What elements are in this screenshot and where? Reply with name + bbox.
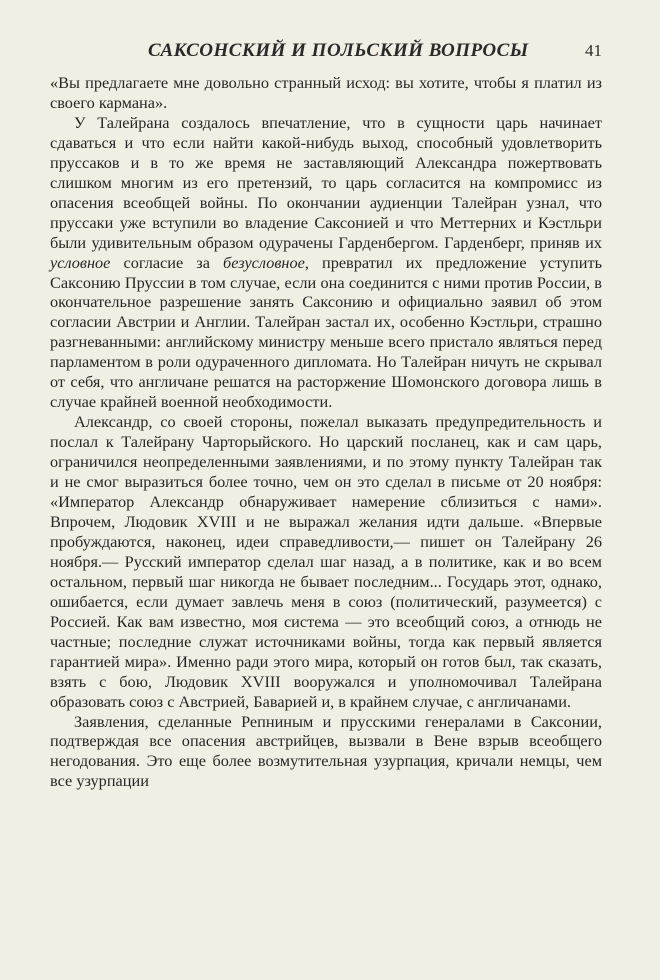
page-number: 41 [585, 41, 602, 60]
text-run: У Талейрана создалось впечатление, что в сущности царь начинает сдаваться и что если найти какой-нибудь выход, способный удовлетворить пруссаков и в то же время не заставляющий Александра пожертвовать слишком многим из его претензий, то царь согласится на компромисс из опасения всеобщей войны. По окончании аудиенции Талейран узнал, что пруссаки уже вступили во владение Саксонией и что Меттерних и Кэстльри были удивительным образом одурачены Гарденбергом. Гарденберг, приняв их [50, 112, 602, 252]
paragraph [50, 113, 602, 412]
paragraph [50, 73, 602, 113]
text-run: Заявления, сделанные Репниным и прусскими генералами в Саксонии, подтверждая все опасения австрийцев, вызвали в Вене взрыв всеобщего негодования. Это еще более возмутительная узурпация, кричали немцы, чем все узурпации [50, 711, 602, 791]
paragraph [50, 412, 602, 711]
paragraph [50, 712, 602, 792]
text-run: согласие за [110, 252, 223, 272]
text-run: , превратил их предложение уступить Саксонию Пруссии в том случае, если она соединится с ними против России, в окончательное разрешение занять Саксонию и официально заявил об этом согласии Австрии и Англии. Талейран застал их, особенно Кэстльри, страшно разгневанными: английскому министру меньше всего пристало являться перед парламентом в роли одураченного дипломата. Но Талейран ничуть не скрывал от себя, что англичане решатся на расторжение Шомонского договора лишь в случае крайней военной необходимости. [50, 252, 602, 412]
running-title: САКСОНСКИЙ И ПОЛЬСКИЙ ВОПРОСЫ [148, 40, 529, 61]
page-header [118, 40, 602, 64]
emphasis-text: безусловное [223, 252, 305, 272]
text-run: «Вы предлагаете мне довольно странный исход: вы хотите, чтобы я платил из своего кармана». [50, 73, 602, 112]
text-run: Александр, со своей стороны, пожелал выказать предупредительность и послал к Талейрану Чарторыйского. Но царский посланец, как и сам царь, ограничился неопределенными заявлениями, и по этому пункту Талейран так и не смог выразиться более точно, чем он это сделал в письме от 20 ноября: «Император Александр обнаруживает намерение сблизиться с нами». Впрочем, Людовик XVIII и не выражал желания идти дальше. «Впервые пробуждаются, наконец, идеи справедливости,— пишет он Талейрану 26 ноября.— Русский император сделал шаг назад, а в политике, как и во всем остальном, первый шаг никогда не бывает последним... Государь этот, однако, ошибается, если думает завлечь меня в союз (политический, разумеется) с Россией. Как вам известно, моя система — это всеобщий союз, а отнюдь не частные; последние служат источниками войны, тогда как первый является гарантией мира». Именно ради этого мира, который он готов был, так сказать, взять с бою, Людовик XVIII вооружался и уполномочивал Талейрана образовать союз с Австрией, Баварией и, в крайнем случае, с англичанами. [50, 412, 602, 711]
body-text [50, 73, 602, 791]
emphasis-text: условное [50, 252, 111, 272]
